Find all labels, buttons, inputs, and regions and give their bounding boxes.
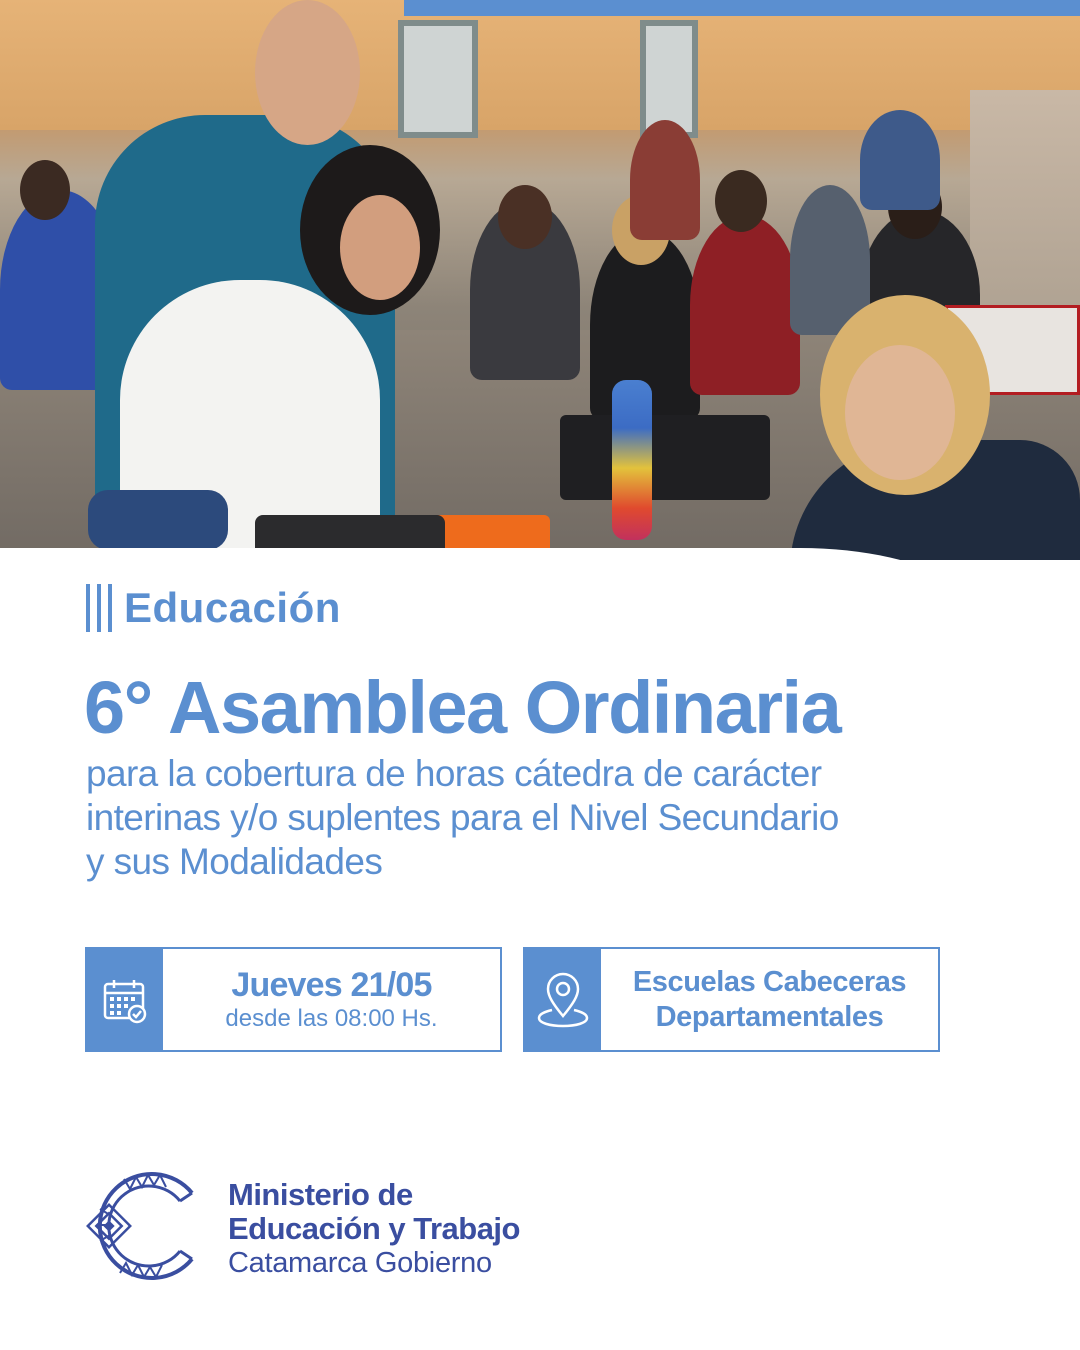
crowd-head xyxy=(20,160,70,220)
photo-woman-face xyxy=(340,195,420,300)
hero-photo xyxy=(0,0,1080,560)
org-line-1: Ministerio de xyxy=(228,1177,413,1212)
calendar-icon-box xyxy=(87,949,163,1050)
organization-name xyxy=(228,1178,520,1280)
calendar-check-icon xyxy=(101,976,149,1024)
subtitle-line: para la cobertura de horas cátedra de carácter xyxy=(86,753,822,794)
page-subtitle xyxy=(86,752,986,884)
map-pin-icon xyxy=(535,970,591,1030)
location-text xyxy=(601,949,938,1050)
crowd-head xyxy=(498,185,552,249)
crowd-person xyxy=(860,110,940,210)
ministry-logo-icon xyxy=(84,1165,210,1287)
date-text xyxy=(163,949,500,1050)
photo-window xyxy=(398,20,478,138)
photo-woman-blonde-face xyxy=(845,345,955,480)
location-icon-box xyxy=(525,949,601,1050)
crowd-person xyxy=(630,120,700,240)
category-label: Educación xyxy=(124,584,341,631)
date-info-box xyxy=(85,947,502,1052)
location-info-box xyxy=(523,947,940,1052)
page-title: 6° Asamblea Ordinaria xyxy=(84,666,841,749)
photo-amplifier xyxy=(560,415,770,500)
subtitle-line: interinas y/o suplentes para el Nivel Secundario xyxy=(86,797,839,838)
event-day: Jueves 21/05 xyxy=(231,965,432,1004)
org-line-3: Catamarca Gobierno xyxy=(228,1247,492,1279)
photo-man-head xyxy=(255,0,360,145)
subtitle-line: y sus Modalidades xyxy=(86,841,383,882)
org-line-2: Educación y Trabajo xyxy=(228,1211,520,1246)
crowd-person xyxy=(690,215,800,395)
location-line-1: Escuelas Cabeceras xyxy=(632,965,907,998)
photo-wall xyxy=(0,0,1080,130)
category-bars-icon xyxy=(86,584,112,632)
crowd-head xyxy=(715,170,767,232)
category-header xyxy=(86,582,341,634)
event-time: desde las 08:00 Hs. xyxy=(225,1004,438,1032)
location-line-2: Departamentales xyxy=(655,1000,884,1033)
photo-water-bottle xyxy=(612,380,652,540)
top-accent-strip xyxy=(404,0,1080,16)
